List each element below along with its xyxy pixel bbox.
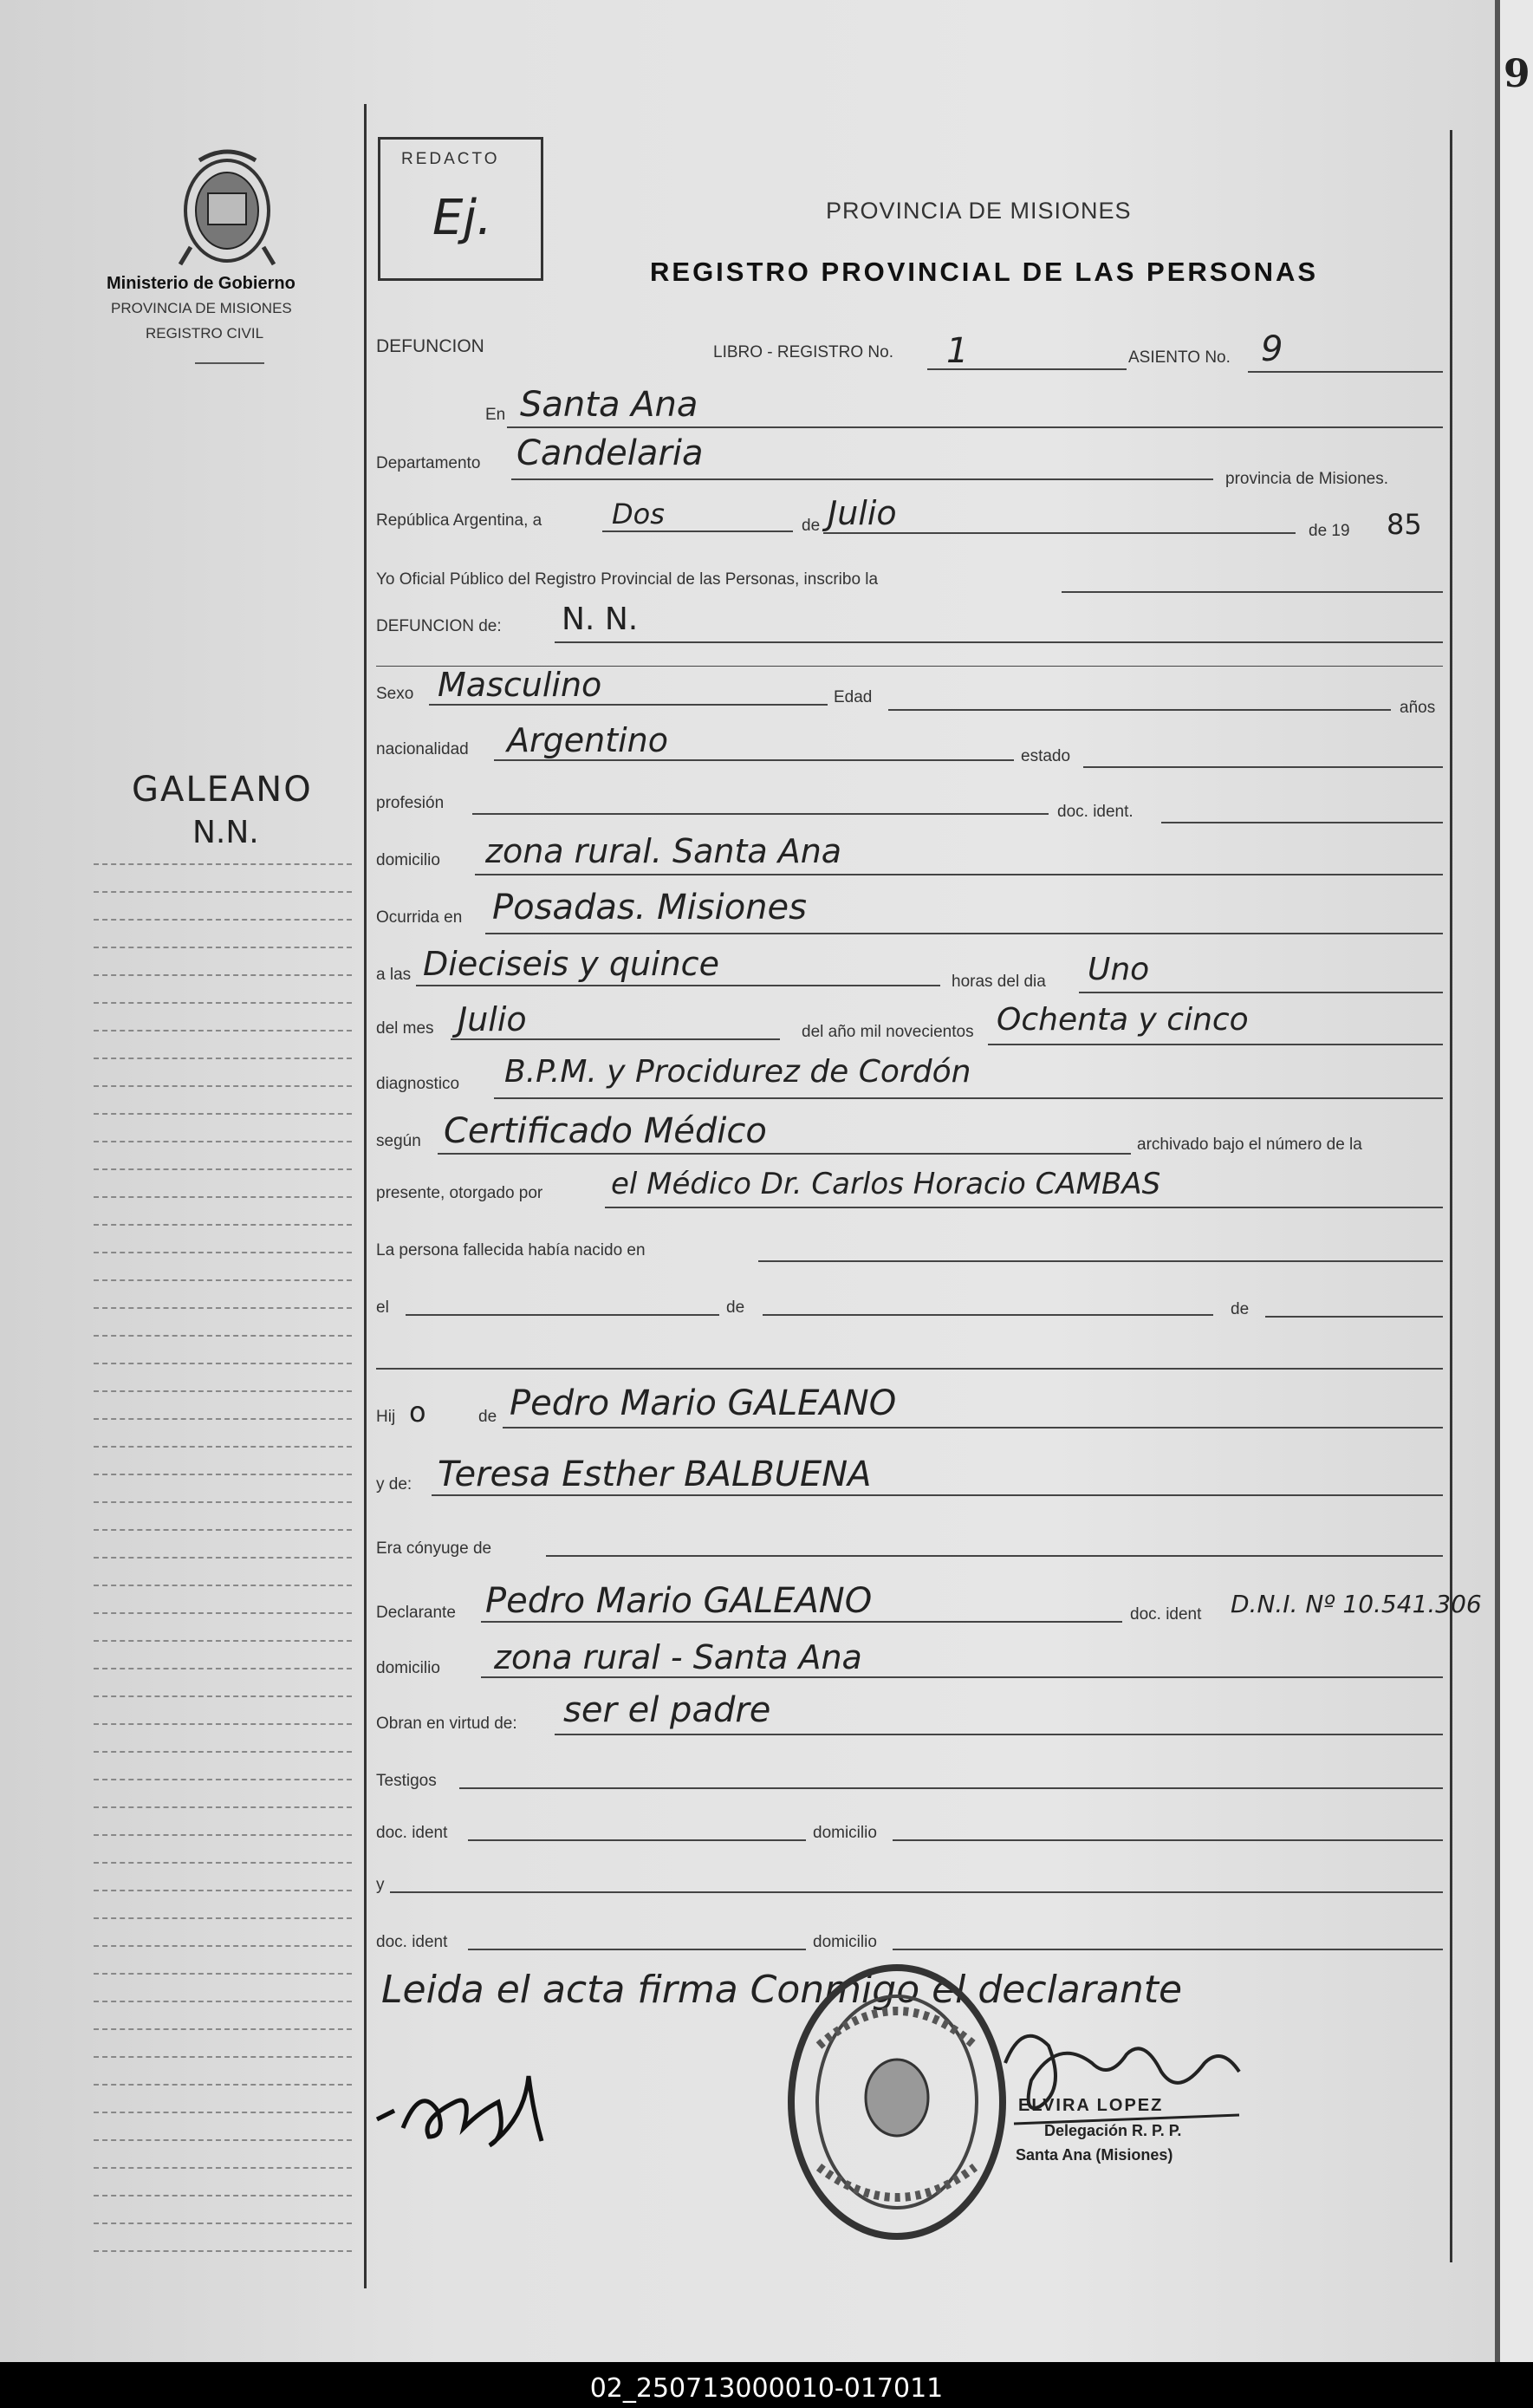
- label-de-3: de: [1231, 1300, 1250, 1318]
- line-blank-2: [376, 1368, 1443, 1370]
- value-diagnostico: B.P.M. y Procidurez de Cordón: [504, 1054, 971, 1090]
- margin-row: [94, 2112, 352, 2113]
- closing-sentence: Leida el acta firma Conmigo el declarante: [381, 1968, 1183, 2012]
- margin-name-2: N.N.: [192, 815, 259, 850]
- label-el: el: [376, 1298, 389, 1317]
- margin-row: [94, 1390, 352, 1392]
- line-padre: [503, 1427, 1443, 1429]
- line-el: [406, 1314, 719, 1316]
- label-y: y: [376, 1876, 385, 1894]
- value-defuncion-de: N. N.: [562, 602, 639, 637]
- label-hijo-de: de: [478, 1408, 497, 1426]
- margin-row: [94, 1279, 352, 1281]
- line-estado: [1083, 766, 1443, 768]
- label-archivado: archivado bajo el número de la: [1137, 1136, 1362, 1154]
- margin-row: [94, 1585, 352, 1586]
- label-segun: según: [376, 1132, 421, 1150]
- line-ocurrida: [485, 933, 1443, 934]
- margin-row: [94, 1085, 352, 1087]
- value-obran: ser el padre: [563, 1690, 771, 1730]
- redacto-label: REDACTO: [401, 150, 500, 168]
- label-defuncion: DEFUNCION: [376, 336, 484, 356]
- label-testigos: Testigos: [376, 1772, 437, 1790]
- label-domicilio-2: domicilio: [376, 1659, 440, 1677]
- margin-row: [94, 1723, 352, 1725]
- line-doc-ident-3: [468, 1839, 806, 1841]
- label-anos: años: [1400, 699, 1436, 717]
- value-declarante: Pedro Mario GALEANO: [485, 1581, 873, 1621]
- margin-row: [94, 1474, 352, 1475]
- line-ano-texto: [988, 1044, 1443, 1045]
- line-nacido: [758, 1260, 1443, 1262]
- line-defuncion-de: [555, 641, 1443, 643]
- value-libro: 1: [946, 331, 969, 371]
- line-de-3: [1265, 1316, 1443, 1318]
- line-y: [390, 1891, 1443, 1893]
- ministry-divider: [195, 362, 264, 364]
- value-del-mes: Julio: [458, 1000, 527, 1038]
- value-segun: Certificado Médico: [444, 1111, 767, 1151]
- margin-row: [94, 1695, 352, 1697]
- label-edad: Edad: [834, 688, 873, 706]
- label-del-mes: del mes: [376, 1019, 434, 1038]
- value-otorgado: el Médico Dr. Carlos Horacio CAMBAS: [611, 1167, 1161, 1201]
- margin-row: [94, 2223, 352, 2224]
- margin-row: [94, 863, 352, 865]
- value-sexo: Masculino: [438, 666, 602, 704]
- value-madre: Teresa Esther BALBUENA: [438, 1455, 872, 1494]
- margin-row: [94, 1751, 352, 1753]
- line-domicilio-3: [893, 1839, 1443, 1841]
- official-place: Santa Ana (Misiones): [1016, 2146, 1173, 2164]
- margin-row: [94, 1224, 352, 1226]
- registry-heading: REGISTRO PROVINCIAL DE LAS PERSONAS: [650, 257, 1319, 287]
- value-hijo-suffix: o: [409, 1396, 426, 1429]
- value-en: Santa Ana: [520, 385, 698, 425]
- label-en: En: [485, 406, 506, 424]
- coat-of-arms-icon: [173, 143, 282, 269]
- margin-row: [94, 1030, 352, 1032]
- label-doc-ident-2: doc. ident: [1130, 1605, 1202, 1624]
- label-a-las: a las: [376, 966, 412, 984]
- label-conyuge: Era cónyuge de: [376, 1539, 492, 1558]
- label-de-19: de 19: [1309, 522, 1350, 540]
- margin-row: [94, 2167, 352, 2169]
- page-edge: [1500, 0, 1533, 2362]
- line-testigos: [459, 1787, 1443, 1789]
- label-hij: Hij: [376, 1408, 396, 1426]
- label-nacionalidad: nacionalidad: [376, 740, 469, 758]
- margin-row: [94, 1668, 352, 1669]
- redacto-box: [378, 137, 543, 281]
- value-declarante-doc: D.N.I. Nº 10.541.306: [1231, 1590, 1482, 1618]
- line-diagnostico: [494, 1097, 1443, 1099]
- margin-row: [94, 947, 352, 948]
- line-nacionalidad: [494, 759, 1014, 761]
- label-republica: República Argentina, a: [376, 511, 542, 530]
- ministry-name: Ministerio de Gobierno: [107, 274, 296, 293]
- margin-rule: [364, 104, 367, 2288]
- label-libro: LIBRO - REGISTRO No.: [713, 343, 893, 361]
- label-presente: presente, otorgado por: [376, 1184, 543, 1202]
- margin-row: [94, 1196, 352, 1198]
- margin-row: [94, 1252, 352, 1253]
- margin-row: [94, 1834, 352, 1836]
- label-diagnostico: diagnostico: [376, 1075, 460, 1093]
- margin-row: [94, 1890, 352, 1891]
- line-dia-num: [1079, 992, 1443, 993]
- label-provincia: provincia de Misiones.: [1225, 470, 1388, 488]
- page-number: 9: [1504, 52, 1530, 96]
- line-en: [507, 426, 1443, 428]
- label-defuncion-de: DEFUNCION de:: [376, 617, 502, 635]
- line-del-mes: [451, 1038, 780, 1040]
- margin-row: [94, 1501, 352, 1503]
- line-libro: [927, 368, 1127, 370]
- margin-row: [94, 1529, 352, 1531]
- official-name: ELVIRA LOPEZ: [1018, 2096, 1164, 2115]
- label-doc-ident-3: doc. ident: [376, 1824, 448, 1842]
- margin-row: [94, 2028, 352, 2030]
- label-yo-oficial: Yo Oficial Público del Registro Provincial de las Personas, inscribo la: [376, 570, 879, 589]
- margin-row: [94, 2250, 352, 2252]
- margin-row: [94, 1141, 352, 1142]
- label-nacido: La persona fallecida había nacido en: [376, 1241, 646, 1259]
- province-heading: PROVINCIA DE MISIONES: [826, 198, 1132, 224]
- margin-row: [94, 1335, 352, 1337]
- value-a-las: Dieciseis y quince: [423, 945, 719, 983]
- ministry-province: PROVINCIA DE MISIONES: [111, 300, 292, 316]
- margin-row: [94, 1640, 352, 1642]
- value-ano-texto: Ochenta y cinco: [997, 1002, 1249, 1038]
- line-domicilio: [475, 874, 1443, 875]
- margin-row: [94, 2056, 352, 2058]
- label-declarante: Declarante: [376, 1604, 456, 1622]
- label-horas: horas del dia: [952, 973, 1046, 991]
- margin-row: [94, 1973, 352, 1975]
- line-declarante: [481, 1621, 1122, 1623]
- label-domicilio: domicilio: [376, 851, 440, 869]
- label-asiento: ASIENTO No.: [1128, 348, 1231, 367]
- line-yo-oficial: [1062, 591, 1443, 593]
- line-declarante-domicilio: [481, 1676, 1443, 1678]
- ministry-registry: REGISTRO CIVIL: [146, 325, 264, 342]
- margin-row: [94, 2084, 352, 2086]
- margin-row: [94, 1113, 352, 1115]
- margin-row: [94, 1806, 352, 1808]
- label-de-mes: de: [802, 517, 821, 535]
- label-doc-ident: doc. ident.: [1057, 803, 1134, 821]
- margin-row: [94, 1779, 352, 1780]
- label-doc-ident-4: doc. ident: [376, 1933, 448, 1951]
- margin-row: [94, 2195, 352, 2196]
- value-domicilio: zona rural. Santa Ana: [485, 832, 842, 870]
- value-ano: 85: [1387, 508, 1422, 541]
- margin-row: [94, 1612, 352, 1614]
- margin-row: [94, 1446, 352, 1448]
- value-mes: Julio: [828, 494, 897, 532]
- line-obran: [555, 1734, 1443, 1735]
- scan-filename: 02_250713000010-017011: [589, 2373, 944, 2404]
- value-asiento: 9: [1261, 329, 1283, 369]
- margin-row: [94, 1168, 352, 1170]
- label-de-2: de: [726, 1298, 745, 1317]
- margin-row: [94, 1917, 352, 1919]
- redacto-initials: Ej.: [432, 190, 492, 246]
- line-de-2: [763, 1314, 1213, 1316]
- line-domicilio-4: [893, 1949, 1443, 1950]
- line-segun: [438, 1153, 1131, 1155]
- margin-row: [94, 1945, 352, 1947]
- official-title: Delegación R. P. P.: [1044, 2122, 1182, 2139]
- line-doc-ident-4: [468, 1949, 806, 1950]
- margin-row: [94, 1557, 352, 1559]
- margin-row: [94, 1418, 352, 1420]
- line-asiento: [1248, 371, 1443, 373]
- label-obran: Obran en virtud de:: [376, 1715, 517, 1733]
- label-del-ano: del año mil novecientos: [802, 1023, 974, 1041]
- value-declarante-domicilio: zona rural - Santa Ana: [494, 1638, 862, 1676]
- line-edad: [888, 709, 1391, 711]
- right-rule: [1450, 130, 1452, 2262]
- label-departamento: Departamento: [376, 454, 481, 472]
- line-mes: [823, 532, 1296, 534]
- value-padre: Pedro Mario GALEANO: [510, 1383, 897, 1423]
- margin-row: [94, 1058, 352, 1059]
- margin-row: [94, 1307, 352, 1309]
- margin-row: [94, 2001, 352, 2002]
- line-madre: [432, 1494, 1443, 1496]
- margin-row: [94, 919, 352, 921]
- value-ocurrida: Posadas. Misiones: [492, 888, 807, 927]
- label-profesion: profesión: [376, 794, 445, 812]
- line-a-las: [416, 985, 940, 986]
- label-domicilio-3: domicilio: [813, 1824, 877, 1842]
- line-profesion: [472, 813, 1049, 815]
- margin-row: [94, 1363, 352, 1364]
- value-departamento: Candelaria: [516, 433, 704, 473]
- value-dia: Dos: [612, 498, 665, 530]
- label-domicilio-4: domicilio: [813, 1933, 877, 1951]
- declarant-signature-icon: [368, 2059, 559, 2163]
- margin-name: GALEANO: [132, 770, 313, 810]
- line-doc-ident: [1161, 822, 1443, 823]
- label-estado: estado: [1021, 747, 1071, 765]
- margin-row: [94, 974, 352, 976]
- label-y-de: y de:: [376, 1475, 412, 1494]
- label-ocurrida: Ocurrida en: [376, 908, 463, 927]
- value-dia-num: Uno: [1088, 952, 1150, 987]
- registry-stamp-icon: [784, 1959, 1010, 2245]
- margin-row: [94, 1002, 352, 1004]
- line-sexo: [429, 704, 828, 706]
- margin-row: [94, 1862, 352, 1864]
- label-sexo: Sexo: [376, 685, 414, 703]
- line-dia: [602, 530, 793, 532]
- line-otorgado: [605, 1207, 1443, 1208]
- line-conyuge: [546, 1555, 1443, 1557]
- margin-row: [94, 891, 352, 893]
- line-departamento: [511, 478, 1213, 480]
- margin-row: [94, 2139, 352, 2141]
- value-nacionalidad: Argentino: [507, 721, 668, 759]
